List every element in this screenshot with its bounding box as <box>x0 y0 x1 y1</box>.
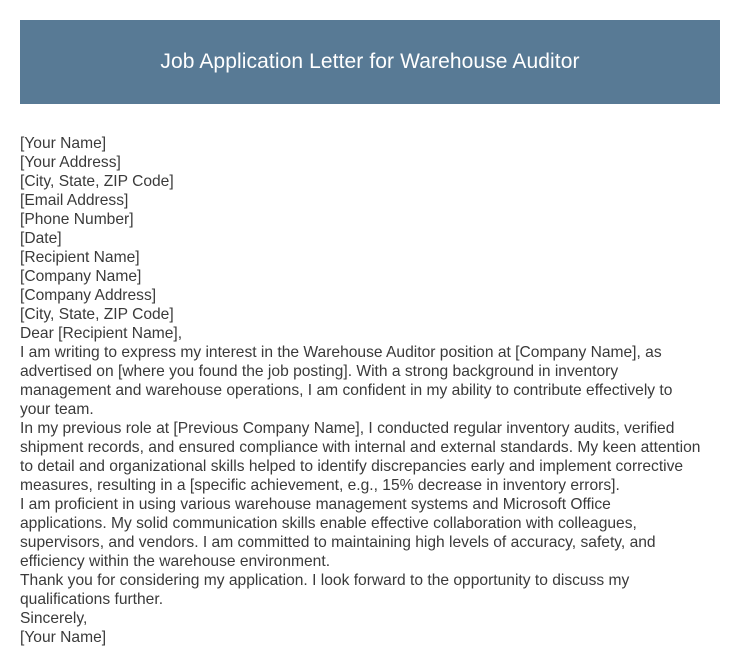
paragraph-line: I am proficient in using various warehouse management systems and Microsoft Office <box>20 496 611 513</box>
sender-email: [Email Address] <box>20 192 129 209</box>
paragraph-line: applications. My solid communication skills enable effective collaboration with colleagues, <box>20 515 637 532</box>
sender-block <box>20 134 732 248</box>
paragraph-line: qualifications further. <box>20 591 164 608</box>
paragraph-line: In my previous role at [Previous Company Name], I conducted regular inventory audits, verified <box>20 420 675 437</box>
recipient-company: [Company Name] <box>20 268 142 285</box>
letter-body <box>20 134 732 647</box>
paragraph-line: your team. <box>20 401 94 418</box>
paragraph-line: Thank you for considering my application. I look forward to the opportunity to discuss my <box>20 572 630 589</box>
paragraph-experience <box>20 419 732 495</box>
sender-address: [Your Address] <box>20 154 121 171</box>
page-title: Job Application Letter for Warehouse Auditor <box>160 50 580 73</box>
paragraph-closing <box>20 571 732 609</box>
paragraph-interest <box>20 343 732 419</box>
paragraph-line: to detail and organizational skills helped to identify discrepancies early and implement corrective <box>20 458 684 475</box>
paragraph-line: measures, resulting in a [specific achievement, e.g., 15% decrease in inventory errors]. <box>20 477 620 494</box>
recipient-company-address: [Company Address] <box>20 287 157 304</box>
sender-name: [Your Name] <box>20 135 107 152</box>
recipient-name: [Recipient Name] <box>20 249 140 266</box>
sender-city-state-zip: [City, State, ZIP Code] <box>20 173 174 190</box>
paragraph-line: management and warehouse operations, I am confident in my ability to contribute effectively to <box>20 382 673 399</box>
recipient-city-state-zip: [City, State, ZIP Code] <box>20 306 174 323</box>
salutation: Dear [Recipient Name], <box>20 325 183 342</box>
header-banner <box>20 20 720 104</box>
paragraph-skills <box>20 495 732 571</box>
paragraph-line: supervisors, and vendors. I am committed to maintaining high levels of accuracy, safety, and <box>20 534 656 551</box>
signature: [Your Name] <box>20 629 107 646</box>
paragraph-line: advertised on [where you found the job posting]. With a strong background in inventory <box>20 363 619 380</box>
sender-phone: [Phone Number] <box>20 211 134 228</box>
paragraph-line: shipment records, and ensured compliance with internal and external standards. My keen attention <box>20 439 701 456</box>
closing: Sincerely, <box>20 610 88 627</box>
paragraph-line: efficiency within the warehouse environment. <box>20 553 331 570</box>
letter-date: [Date] <box>20 230 62 247</box>
recipient-block <box>20 248 732 324</box>
paragraph-line: I am writing to express my interest in the Warehouse Auditor position at [Company Name], as <box>20 344 662 361</box>
